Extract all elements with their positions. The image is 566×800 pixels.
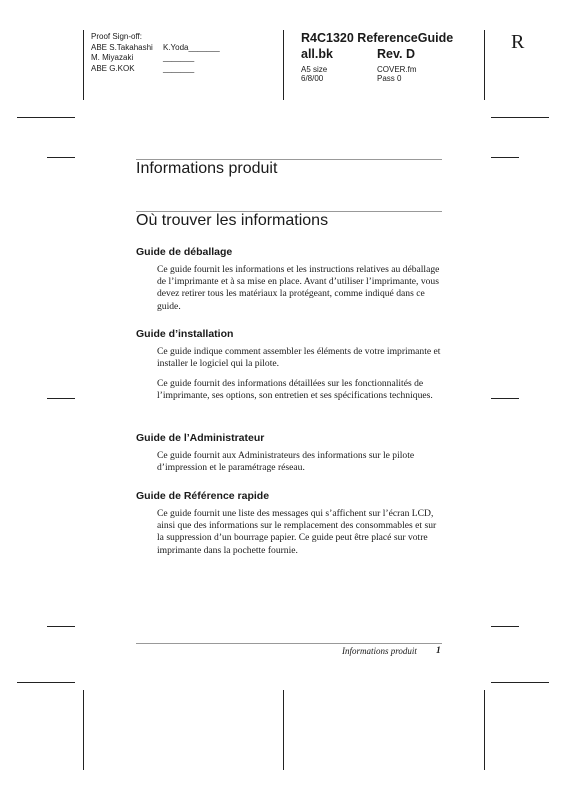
- proof-name: M. Miyazaki: [91, 53, 134, 62]
- crop-mark: [47, 626, 75, 627]
- proof-signoff-row: [91, 64, 220, 75]
- crop-mark: [83, 30, 84, 100]
- doc-date: 6/8/00: [301, 74, 324, 83]
- subsection-heading: Guide de l’Administrateur: [136, 432, 265, 444]
- crop-mark: [484, 690, 485, 770]
- proof-name: ABE G.KOK: [91, 63, 135, 73]
- crop-mark: [491, 117, 549, 118]
- crop-mark: [17, 117, 75, 118]
- subsection-heading: Guide d’installation: [136, 328, 234, 340]
- crop-mark: [491, 398, 519, 399]
- source-file: COVER.fm: [377, 65, 417, 74]
- crop-mark: [491, 157, 519, 158]
- subsection-heading: Guide de Référence rapide: [136, 490, 270, 502]
- proof-signature: K.Yoda_______: [163, 42, 220, 52]
- revision: Rev. D: [377, 47, 415, 61]
- body-paragraph: Ce guide fournit les informations et les instructions relatives au déballage de l’imprimante et à sa mise en place. Avant d’utiliser l’imprimante, vous devez retirer tous les matériaux la protégeant, comme indiqué dans ce guide.: [157, 264, 440, 312]
- crop-mark: [283, 690, 284, 770]
- crop-mark: [283, 30, 284, 100]
- product-code: R4C1320 ReferenceGuide: [301, 31, 454, 45]
- crop-mark: [47, 157, 75, 158]
- crop-mark: [484, 30, 485, 100]
- body-paragraph: Ce guide fournit aux Administrateurs des informations sur le pilote d’impression et le paramétrage réseau.: [157, 450, 415, 474]
- crop-mark: [47, 398, 75, 399]
- body-paragraph: Ce guide fournit une liste des messages qui s’affichent sur l’écran LCD, ainsi que des informations sur le remplacement des consommables et sur la suppression d’un bourrage papier. Ce guide peut être placé sur votre imprimante dans la pochette fournie.: [157, 508, 437, 556]
- section-title: Où trouver les informations: [136, 212, 329, 229]
- crop-mark: [17, 682, 75, 683]
- body-paragraph: Ce guide fournit des informations détaillées sur les fonctionnalités de l’imprimante, ses options, son entretien et ses spécifications techniques.: [157, 378, 433, 402]
- page-size: A5 size: [301, 65, 328, 74]
- proof-signoff-row: [91, 43, 220, 54]
- crop-mark: [491, 626, 519, 627]
- proof-signoff-row: [91, 53, 220, 64]
- body-paragraph: Ce guide indique comment assembler les éléments de votre imprimante et installer le logiciel qui la pilote.: [157, 346, 441, 370]
- pass-number: Pass 0: [377, 74, 402, 83]
- footer-rule: [136, 643, 442, 644]
- footer-title: Informations produit: [342, 646, 417, 656]
- crop-mark: [491, 682, 549, 683]
- page-number: 1: [436, 646, 441, 656]
- subsection-heading: Guide de déballage: [136, 246, 233, 258]
- book-file: all.bk: [301, 47, 333, 61]
- proof-signoff: [91, 32, 220, 74]
- corner-letter: R: [511, 31, 525, 53]
- proof-signoff-label: Proof Sign-off:: [91, 32, 142, 41]
- proof-signature: _______: [163, 53, 195, 62]
- chapter-title: Informations produit: [136, 160, 278, 177]
- crop-mark: [83, 690, 84, 770]
- proof-name: ABE S.Takahashi: [91, 42, 153, 52]
- proof-signature: _______: [163, 63, 195, 73]
